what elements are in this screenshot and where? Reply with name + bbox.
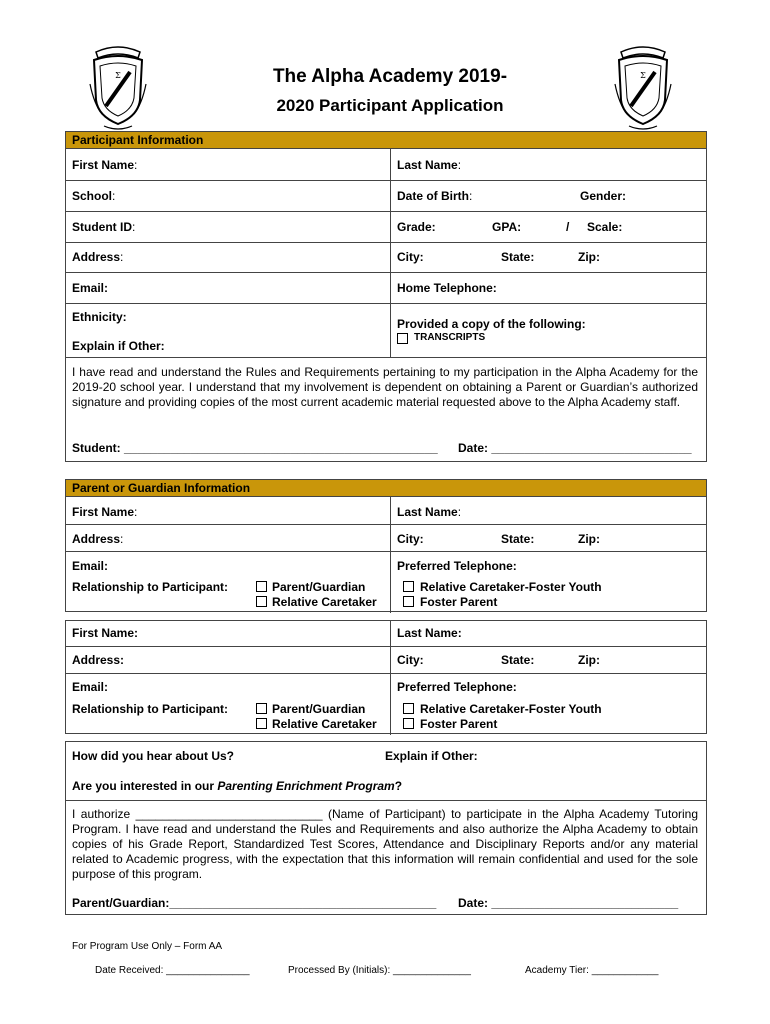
parent-guardian-label: Parent/Guardian	[272, 580, 366, 594]
participant-dob-field[interactable]: Date of Birth:	[397, 189, 473, 203]
guardian-section-header: Parent or Guardian Information	[66, 480, 706, 497]
guardian2-zip-field[interactable]: Zip:	[578, 653, 600, 667]
parent-guardian-checkbox[interactable]	[256, 581, 267, 592]
guardian-email-field[interactable]: Email:	[72, 559, 109, 573]
relative-caretaker-checkbox-2[interactable]	[256, 718, 267, 729]
hear-about-us-field[interactable]: How did you hear about Us?	[72, 749, 235, 763]
transcripts-label: TRANSCRIPTS	[414, 332, 486, 343]
gpa-slash: /	[566, 220, 570, 234]
participant-school-field[interactable]: School:	[72, 189, 116, 203]
participant-explain-other-field[interactable]: Explain if Other:	[72, 339, 165, 353]
participant-home-phone-field[interactable]: Home Telephone:	[397, 281, 497, 295]
relative-caretaker-checkbox[interactable]	[256, 596, 267, 607]
enrichment-interest-question[interactable]: Are you interested in our Parenting Enrichment Program?	[72, 779, 403, 793]
guardian2-city-field[interactable]: City:	[397, 653, 424, 667]
foster-youth-checkbox-2[interactable]	[403, 703, 414, 714]
student-date-line[interactable]: Date: ______________________________	[458, 441, 692, 455]
provided-copy-label: Provided a copy of the following:	[397, 317, 586, 331]
academy-crest-left	[88, 44, 148, 130]
guardian2-state-field[interactable]: State:	[501, 653, 535, 667]
parent-guardian-checkbox-2[interactable]	[256, 703, 267, 714]
authorization-section	[65, 741, 707, 915]
program-use-label: For Program Use Only – Form AA	[72, 941, 223, 952]
foster-youth-label: Relative Caretaker-Foster Youth	[420, 580, 602, 594]
academy-tier-field[interactable]: Academy Tier: ____________	[525, 965, 659, 976]
participant-agreement-text: I have read and understand the Rules and Requirements pertaining to my participation in the Alpha Academy for the 2019-20 school year. I understand that my involvement is dependent on obtaining a Parent or Guardian’s authorized signature and providing copies of the most current academic material requested above to the Alpha Academy staff.	[72, 365, 698, 409]
participant-address-field[interactable]: Address:	[72, 250, 124, 264]
participant-email-field[interactable]: Email:	[72, 281, 109, 295]
guardian2-last-name-field[interactable]: Last Name:	[397, 626, 462, 640]
participant-first-name-field[interactable]: First Name:	[72, 158, 138, 172]
form-title-line1: The Alpha Academy 2019-	[272, 66, 508, 87]
guardian-zip-field[interactable]: Zip:	[578, 532, 600, 546]
participant-state-field[interactable]: State:	[501, 250, 535, 264]
guardian-last-name-field[interactable]: Last Name:	[397, 505, 462, 519]
authorization-paragraph: I authorize ____________________________ (Name of Participant) to participate in the Alpha Academy Tutoring Program. I have read and understand the Rules and Requirements and also authorize the Alpha Academy to obtain copies of his Grade Report, Standardized Test Scores, Attendance and Disciplinary Reports and/or any material related to Academic progress, with the expectation that this information will remain confidential and used for the sole purpose of this program.	[72, 807, 698, 881]
student-signature-line[interactable]: Student: _______________________________________________	[72, 441, 438, 455]
participant-student-id-field[interactable]: Student ID:	[72, 220, 136, 234]
guardian2-email-field[interactable]: Email:	[72, 680, 109, 694]
guardian2-first-name-field[interactable]: First Name:	[72, 626, 139, 640]
participant-grade-field[interactable]: Grade:	[397, 220, 436, 234]
form-title-line2: 2020 Participant Application	[276, 96, 504, 115]
processed-by-field[interactable]: Processed By (Initials): ______________	[288, 965, 471, 976]
foster-parent-label-2: Foster Parent	[420, 717, 498, 731]
participant-zip-field[interactable]: Zip:	[578, 250, 600, 264]
guardian2-relationship-label: Relationship to Participant:	[72, 702, 229, 716]
participant-scale-field[interactable]: Scale:	[587, 220, 623, 234]
relative-caretaker-label: Relative Caretaker	[272, 595, 377, 609]
parent-guardian-label-2: Parent/Guardian	[272, 702, 366, 716]
participant-section-header: Participant Information	[66, 132, 706, 149]
guardian2-address-field[interactable]: Address:	[72, 653, 125, 667]
participant-city-field[interactable]: City:	[397, 250, 424, 264]
foster-youth-checkbox[interactable]	[403, 581, 414, 592]
foster-parent-checkbox[interactable]	[403, 596, 414, 607]
participant-gpa-field[interactable]: GPA:	[492, 220, 522, 234]
foster-youth-label-2: Relative Caretaker-Foster Youth	[420, 702, 602, 716]
date-received-field[interactable]: Date Received: _______________	[95, 965, 250, 976]
guardian-first-name-field[interactable]: First Name:	[72, 505, 138, 519]
transcripts-checkbox[interactable]	[397, 333, 408, 344]
svg-text:Ʃ: Ʃ	[115, 71, 121, 80]
academy-crest-right	[613, 44, 673, 130]
guardian2-section	[65, 620, 707, 734]
guardian-pref-phone-field[interactable]: Preferred Telephone:	[397, 559, 517, 573]
foster-parent-checkbox-2[interactable]	[403, 718, 414, 729]
guardian-date-line[interactable]: Date: ____________________________	[458, 896, 679, 910]
hear-explain-other-field[interactable]: Explain if Other:	[385, 749, 478, 763]
relative-caretaker-label-2: Relative Caretaker	[272, 717, 377, 731]
guardian-relationship-label: Relationship to Participant:	[72, 580, 229, 594]
svg-text:Ʃ: Ʃ	[640, 71, 646, 80]
guardian-address-field[interactable]: Address:	[72, 532, 124, 546]
participant-gender-field[interactable]: Gender:	[580, 189, 627, 203]
guardian-section	[65, 479, 707, 612]
guardian-city-field[interactable]: City:	[397, 532, 424, 546]
guardian2-pref-phone-field[interactable]: Preferred Telephone:	[397, 680, 517, 694]
guardian-signature-line[interactable]: Parent/Guardian:________________________________________	[72, 896, 437, 910]
participant-section	[65, 131, 707, 462]
participant-ethnicity-field[interactable]: Ethnicity:	[72, 310, 127, 324]
participant-last-name-field[interactable]: Last Name:	[397, 158, 462, 172]
foster-parent-label: Foster Parent	[420, 595, 498, 609]
guardian-state-field[interactable]: State:	[501, 532, 535, 546]
